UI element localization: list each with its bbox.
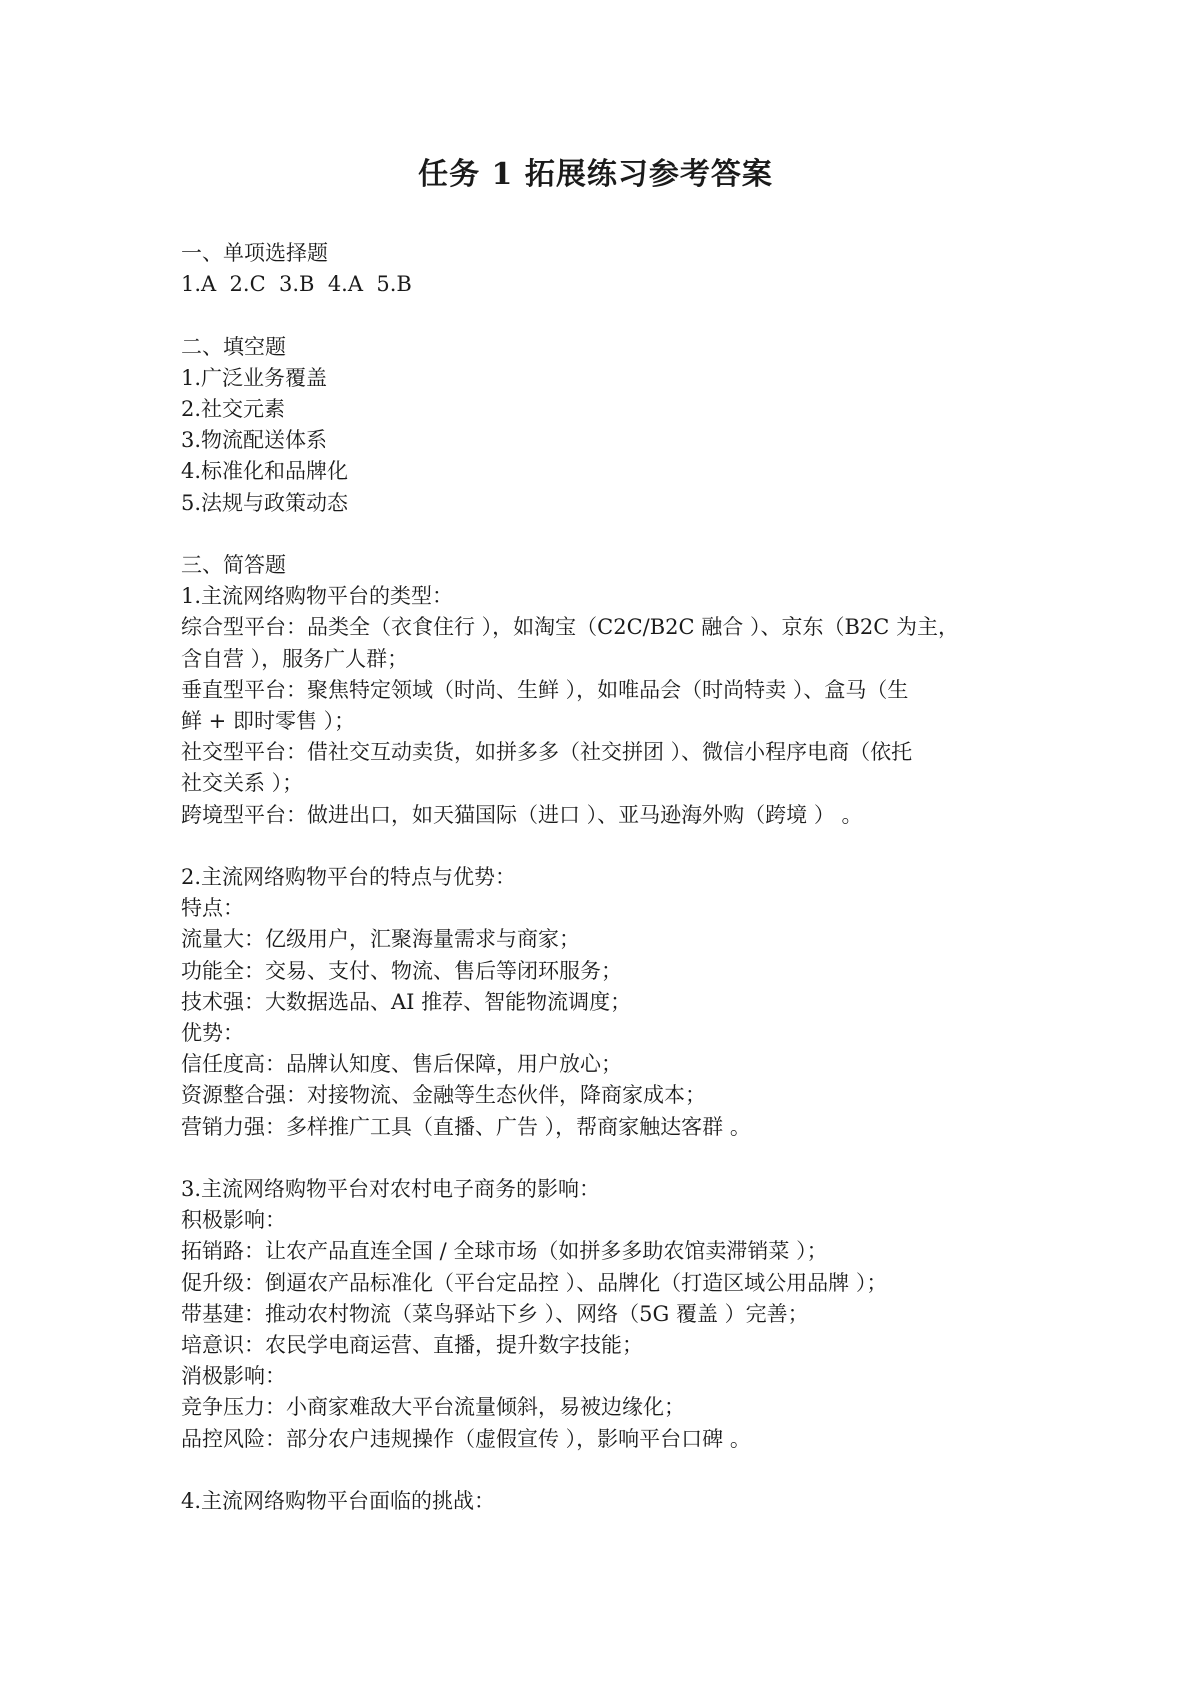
- text-line: 5.法规与政策动态: [181, 490, 349, 515]
- text-line: 垂直型平台：聚焦特定领域（时尚、生鲜 ），如唯品会（时尚特卖 ）、盒马（生: [181, 677, 909, 702]
- text-line: 技术强：大数据选品、AI 推荐、智能物流调度；: [181, 989, 632, 1014]
- text-line: 竞争压力：小商家难敌大平台流量倾斜，易被边缘化；: [181, 1395, 685, 1420]
- text-line: 消极影响：: [181, 1364, 286, 1389]
- text-line: 鲜 + 即时零售 ）；: [181, 709, 356, 734]
- text-line: 带基建：推动农村物流（菜鸟驿站下乡 ）、网络（5G 覆盖 ）完善；: [181, 1301, 809, 1326]
- text-line: 社交型平台：借社交互动卖货，如拼多多（社交拼团 ）、微信小程序电商（依托: [181, 740, 913, 765]
- blank-line: [181, 831, 1021, 862]
- text-line: 3.物流配送体系: [181, 428, 328, 453]
- text-line: 促升级：倒逼农产品标准化（平台定品控 ）、品牌化（打造区域公用品牌 ）；: [181, 1270, 888, 1295]
- text-line: 1.主流网络购物平台的类型：: [181, 584, 454, 609]
- blank-line: [181, 300, 1021, 331]
- text-line: 3.主流网络购物平台对农村电子商务的影响：: [181, 1177, 601, 1202]
- text-line: 2.社交元素: [181, 397, 286, 421]
- text-line: 跨境型平台：做进出口，如天猫国际（进口 ）、亚马逊海外购（跨境 ） 。: [181, 802, 863, 827]
- text-line: 4.主流网络购物平台面临的挑战：: [181, 1489, 496, 1514]
- text-line: 社交关系 ）；: [181, 771, 304, 796]
- text-line: 功能全：交易、支付、物流、售后等闭环服务；: [181, 958, 622, 983]
- text-line: 三、简答题: [181, 553, 286, 577]
- text-line: 特点：: [181, 896, 244, 921]
- text-line: 拓销路：让农产品直连全国 / 全球市场（如拼多多助农馆卖滞销菜 ）；: [181, 1239, 828, 1264]
- text-line: 积极影响：: [181, 1208, 286, 1233]
- text-line: 流量大：亿级用户，汇聚海量需求与商家；: [181, 927, 580, 952]
- document-title: 任务 1 拓展练习参考答案: [418, 157, 773, 192]
- text-line: 一、单项选择题: [181, 241, 328, 265]
- blank-line: [181, 1455, 1021, 1486]
- text-line: 培意识：农民学电商运营、直播，提升数字技能；: [181, 1333, 643, 1358]
- text-line: 优势：: [181, 1021, 244, 1046]
- document-body: [181, 238, 1021, 1517]
- text-line: 含自营 ），服务广人群；: [181, 646, 409, 671]
- text-line: 品控风险：部分农户违规操作（虚假宣传 ），影响平台口碑 。: [181, 1426, 751, 1451]
- text-line: 1.A 2.C 3.B 4.A 5.B: [181, 272, 412, 297]
- text-line: 信任度高：品牌认知度、售后保障，用户放心；: [181, 1052, 622, 1077]
- blank-line: [181, 519, 1021, 550]
- blank-line: [181, 1143, 1021, 1174]
- text-line: 营销力强：多样推广工具（直播、广告 ），帮商家触达客群 。: [181, 1114, 751, 1139]
- text-line: 综合型平台：品类全（衣食住行 ），如淘宝（C2C/B2C 融合 ）、京东（B2C 为主，: [181, 615, 959, 640]
- text-line: 1.广泛业务覆盖: [181, 365, 328, 390]
- text-line: 二、填空题: [181, 334, 286, 359]
- text-line: 4.标准化和品牌化: [181, 459, 349, 484]
- text-line: 资源整合强：对接物流、金融等生态伙伴，降商家成本；: [181, 1083, 706, 1108]
- text-line: 2.主流网络购物平台的特点与优势：: [181, 865, 517, 890]
